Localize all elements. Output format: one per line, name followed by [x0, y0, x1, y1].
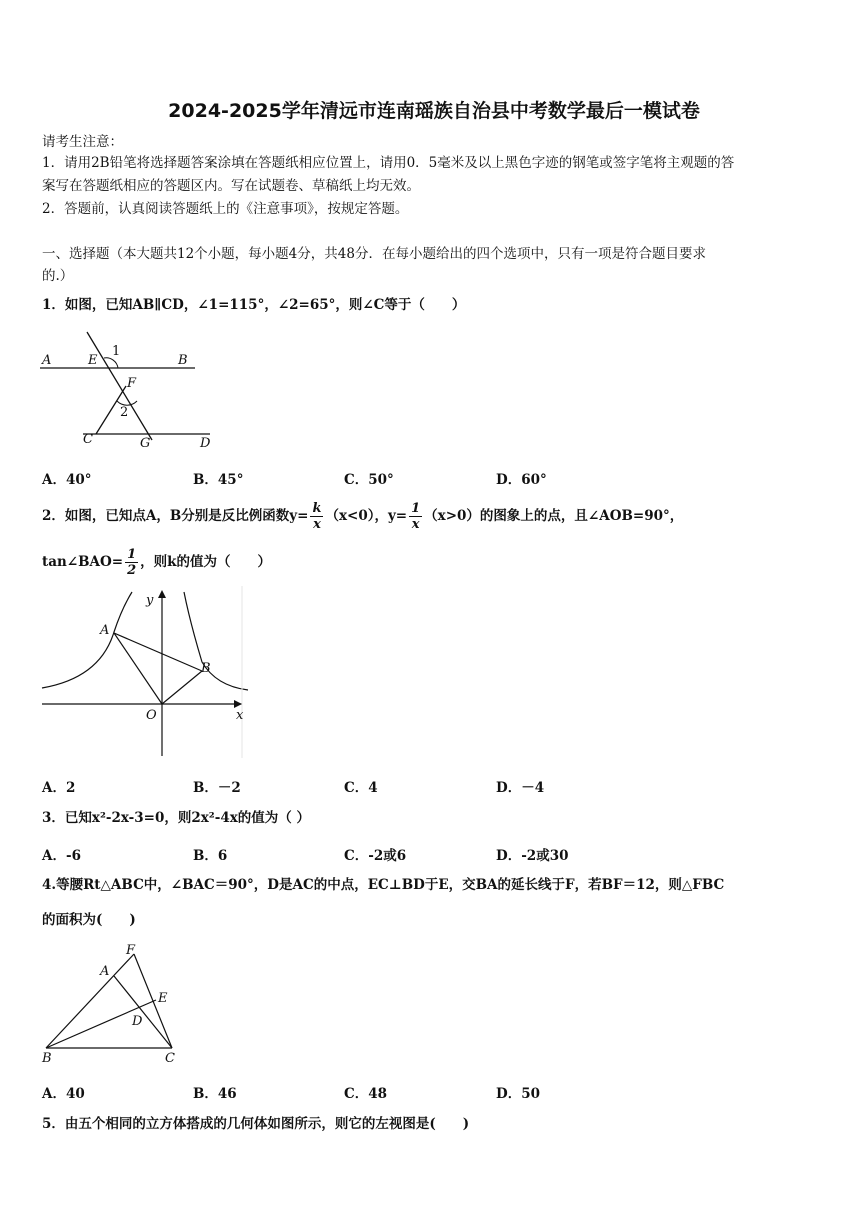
q2-choice-d[interactable]: D．－4	[496, 780, 545, 796]
question-2-stem-line-1	[42, 494, 683, 538]
q3-choice-c[interactable]: C．-2或6	[344, 848, 407, 864]
q2-frac3-denominator: 2	[127, 563, 137, 578]
question-1-stem: 1．如图，已知AB∥CD，∠1=115°，∠2=65°，则∠C等于（ ）	[42, 297, 466, 313]
question-4-stem-line-2: 的面积为( )	[42, 912, 136, 928]
q2-label-x: x	[236, 708, 244, 723]
question-4-figure	[38, 940, 188, 1068]
q1-label-angle-2: 2	[120, 405, 129, 420]
question-1-figure	[38, 328, 220, 452]
page-title: 2024-2025学年清远市连南瑶族自治县中考数学最后一模试卷	[168, 100, 700, 122]
notice-item-2: 2．答题前，认真阅读答题纸上的《注意事项》，按规定答题。	[42, 201, 409, 217]
question-2-stem-line-2	[42, 540, 271, 584]
q4-choice-a[interactable]: A．40	[42, 1086, 85, 1102]
q2-frac2-numerator: 1	[411, 501, 421, 516]
q1-choice-b[interactable]: B．45°	[193, 472, 244, 488]
q1-choice-c[interactable]: C．50°	[344, 472, 394, 488]
q2-label-o: O	[146, 708, 157, 723]
q2-label-b: B	[201, 661, 211, 676]
q4-label-c: C	[165, 1051, 175, 1066]
q2-frac1-numerator: k	[312, 501, 322, 516]
section-heading-line-1: 一、选择题（本大题共12个小题，每小题4分，共48分．在每小题给出的四个选项中，只有一项是符合题目要求	[42, 246, 706, 262]
q1-label-f: F	[127, 376, 137, 391]
q1-label-g: G	[140, 436, 151, 451]
q1-choice-d[interactable]: D．60°	[496, 472, 547, 488]
q3-choice-d[interactable]: D．-2或30	[496, 848, 569, 864]
question-3-stem: 3．已知x²-2x-3=0，则2x²-4x的值为（ ）	[42, 810, 310, 826]
question-5-stem: 5．由五个相同的立方体搭成的几何体如图所示，则它的左视图是( )	[42, 1116, 470, 1132]
notice-item-1-line-1: 1．请用2B铅笔将选择题答案涂填在答题纸相应位置上，请用0．5毫米及以上黑色字迹的钢笔或签字笔将主观题的答	[42, 155, 735, 171]
q2-choice-b[interactable]: B．－2	[193, 780, 241, 796]
q2-frac2-denominator: x	[411, 517, 420, 532]
q4-label-e: E	[158, 991, 168, 1006]
q2-stem-part-a: 2．如图，已知点A，B分别是反比例函数y=	[42, 508, 309, 524]
section-heading-line-2: 的.）	[42, 268, 74, 284]
q2-frac1-denominator: x	[313, 517, 321, 532]
q1-label-e: E	[88, 353, 98, 368]
q4-label-f: F	[126, 943, 136, 958]
q2-fraction-1-over-x	[409, 501, 422, 532]
q2-choice-a[interactable]: A．2	[42, 780, 76, 796]
q1-label-a: A	[42, 353, 52, 368]
q1-label-d: D	[200, 436, 211, 451]
q3-choice-a[interactable]: A．-6	[42, 848, 81, 864]
q2-stem2-part-b: ，则k的值为（ ）	[140, 554, 271, 570]
q2-frac3-numerator: 1	[127, 547, 137, 562]
q2-label-a: A	[100, 623, 110, 638]
question-2-figure	[38, 586, 252, 758]
q2-fraction-k-over-x	[310, 501, 323, 532]
q4-label-d: D	[132, 1014, 143, 1029]
q4-choice-d[interactable]: D．50	[496, 1086, 540, 1102]
q4-label-b: B	[42, 1051, 52, 1066]
q2-stem-part-c: （x>0）的图象上的点，且∠AOB=90°，	[424, 508, 684, 524]
notice-heading: 请考生注意：	[42, 134, 123, 150]
question-4-stem-line-1: 4.等腰Rt△ABC中，∠BAC＝90°，D是AC的中点，EC⊥BD于E，交BA的延长线于F，若BF＝12，则△FBC	[42, 877, 725, 893]
q2-label-y: y	[146, 593, 154, 608]
q2-choice-c[interactable]: C．4	[344, 780, 378, 796]
q4-label-a: A	[100, 964, 110, 979]
q1-label-c: C	[83, 432, 93, 447]
q1-label-angle-1: 1	[112, 344, 121, 359]
q2-stem-part-b: （x<0），y=	[325, 508, 408, 524]
q4-choice-b[interactable]: B．46	[193, 1086, 237, 1102]
q3-choice-b[interactable]: B．6	[193, 848, 228, 864]
notice-item-1-line-2: 案写在答题纸相应的答题区内。写在试题卷、草稿纸上均无效。	[42, 178, 420, 194]
q1-label-b: B	[178, 353, 188, 368]
q2-stem2-part-a: tan∠BAO=	[42, 554, 124, 570]
q2-fraction-1-over-2	[125, 547, 138, 578]
q4-choice-c[interactable]: C．48	[344, 1086, 388, 1102]
q1-choice-a[interactable]: A．40°	[42, 472, 92, 488]
